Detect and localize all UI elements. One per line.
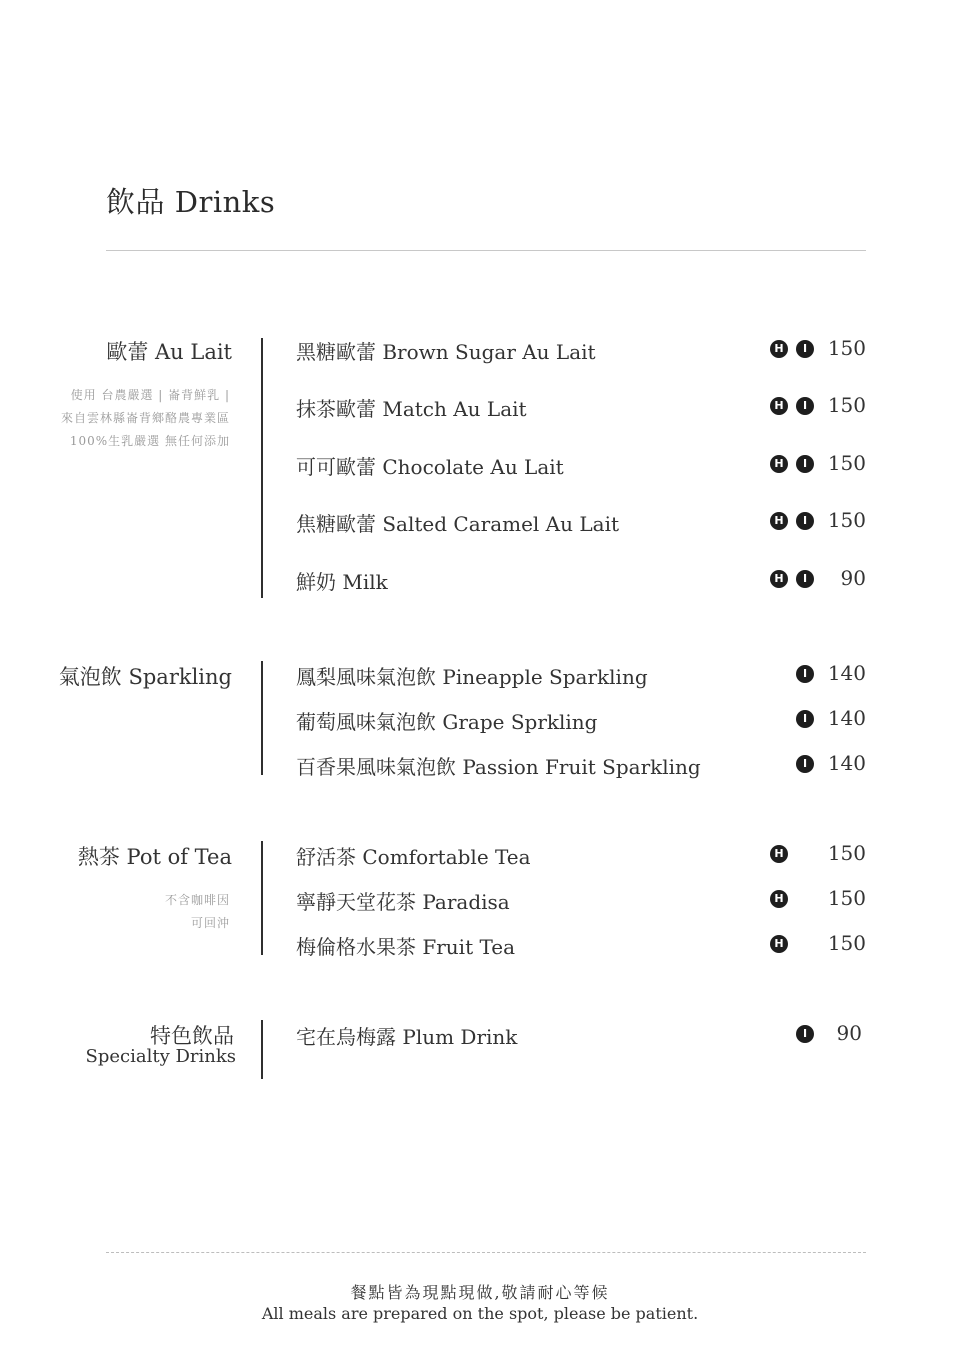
hot-icon: H <box>770 845 788 863</box>
item-price: 150 <box>827 393 866 417</box>
menu-item <box>296 751 866 779</box>
section-divider <box>261 1020 263 1079</box>
menu-item <box>296 886 866 914</box>
iced-icon: I <box>796 710 814 728</box>
item-name: 寧靜天堂花茶 Paradisa <box>296 890 510 914</box>
menu-item <box>296 661 866 689</box>
iced-icon: I <box>796 512 814 530</box>
hot-icon: H <box>770 935 788 953</box>
category-note: 100%生乳嚴選 無任何添加 <box>69 434 230 448</box>
category-title: 歐蕾 Au Lait <box>106 340 232 364</box>
section-divider <box>261 661 263 775</box>
item-name: 葡萄風味氣泡飲 Grape Sprkling <box>296 710 598 734</box>
item-name: 鳳梨風味氣泡飲 Pineapple Sparkling <box>296 665 648 689</box>
item-price: 140 <box>827 661 866 685</box>
iced-icon: I <box>796 665 814 683</box>
iced-icon: I <box>796 455 814 473</box>
item-name: 梅倫格水果茶 Fruit Tea <box>296 935 516 959</box>
item-price: 150 <box>827 451 866 475</box>
item-name: 抹茶歐蕾 Match Au Lait <box>296 397 527 421</box>
category-note: 不含咖啡因 <box>164 893 230 907</box>
iced-icon: I <box>796 397 814 415</box>
hot-icon: H <box>770 570 788 588</box>
item-name: 焦糖歐蕾 Salted Caramel Au Lait <box>296 512 619 536</box>
menu-item <box>296 451 866 479</box>
title-divider <box>106 250 866 251</box>
category-note: 使用 台農嚴選 | 崙背鮮乳 | <box>70 388 230 402</box>
footer-note-en: All meals are prepared on the spot, please be patient. <box>261 1304 699 1323</box>
menu-item <box>296 393 866 421</box>
item-name: 鮮奶 Milk <box>296 570 388 594</box>
hot-icon: H <box>770 455 788 473</box>
item-name: 百香果風味氣泡飲 Passion Fruit Sparkling <box>296 755 701 779</box>
section-divider <box>261 841 263 955</box>
footer-divider <box>106 1252 866 1253</box>
page-title: 飲品 Drinks <box>106 185 276 219</box>
category-note: 來自雲林縣崙背鄉酪農專業區 <box>60 411 230 425</box>
item-price: 150 <box>827 336 866 360</box>
category-note: 可回沖 <box>190 916 230 930</box>
menu-item <box>296 841 866 869</box>
item-price: 140 <box>827 751 866 775</box>
category-title: 氣泡飲 Sparkling <box>58 665 232 689</box>
menu-item <box>296 566 866 594</box>
item-price: 90 <box>836 1021 862 1045</box>
menu-item <box>296 931 866 959</box>
section-divider <box>261 338 263 598</box>
menu-item <box>296 508 866 536</box>
menu-item <box>296 336 866 364</box>
hot-icon: H <box>770 340 788 358</box>
item-price: 140 <box>827 706 866 730</box>
menu-item <box>296 706 866 734</box>
item-price: 150 <box>827 931 866 955</box>
category-subtitle: Specialty Drinks <box>85 1046 236 1067</box>
iced-icon: I <box>796 755 814 773</box>
item-name: 宅在烏梅露 Plum Drink <box>296 1025 518 1049</box>
iced-icon: I <box>796 340 814 358</box>
category-title: 特色飲品 <box>150 1024 234 1048</box>
category-title: 熱茶 Pot of Tea <box>77 845 232 869</box>
hot-icon: H <box>770 890 788 908</box>
hot-icon: H <box>770 512 788 530</box>
item-price: 90 <box>840 566 866 590</box>
footer-note-zh: 餐點皆為現點現做,敬請耐心等候 <box>350 1283 610 1302</box>
iced-icon: I <box>796 570 814 588</box>
item-price: 150 <box>827 841 866 865</box>
menu-item <box>296 1021 866 1049</box>
item-name: 黑糖歐蕾 Brown Sugar Au Lait <box>296 340 596 364</box>
hot-icon: H <box>770 397 788 415</box>
iced-icon: I <box>796 1025 814 1043</box>
item-price: 150 <box>827 508 866 532</box>
item-price: 150 <box>827 886 866 910</box>
item-name: 可可歐蕾 Chocolate Au Lait <box>296 455 564 479</box>
item-name: 舒活茶 Comfortable Tea <box>296 845 531 869</box>
